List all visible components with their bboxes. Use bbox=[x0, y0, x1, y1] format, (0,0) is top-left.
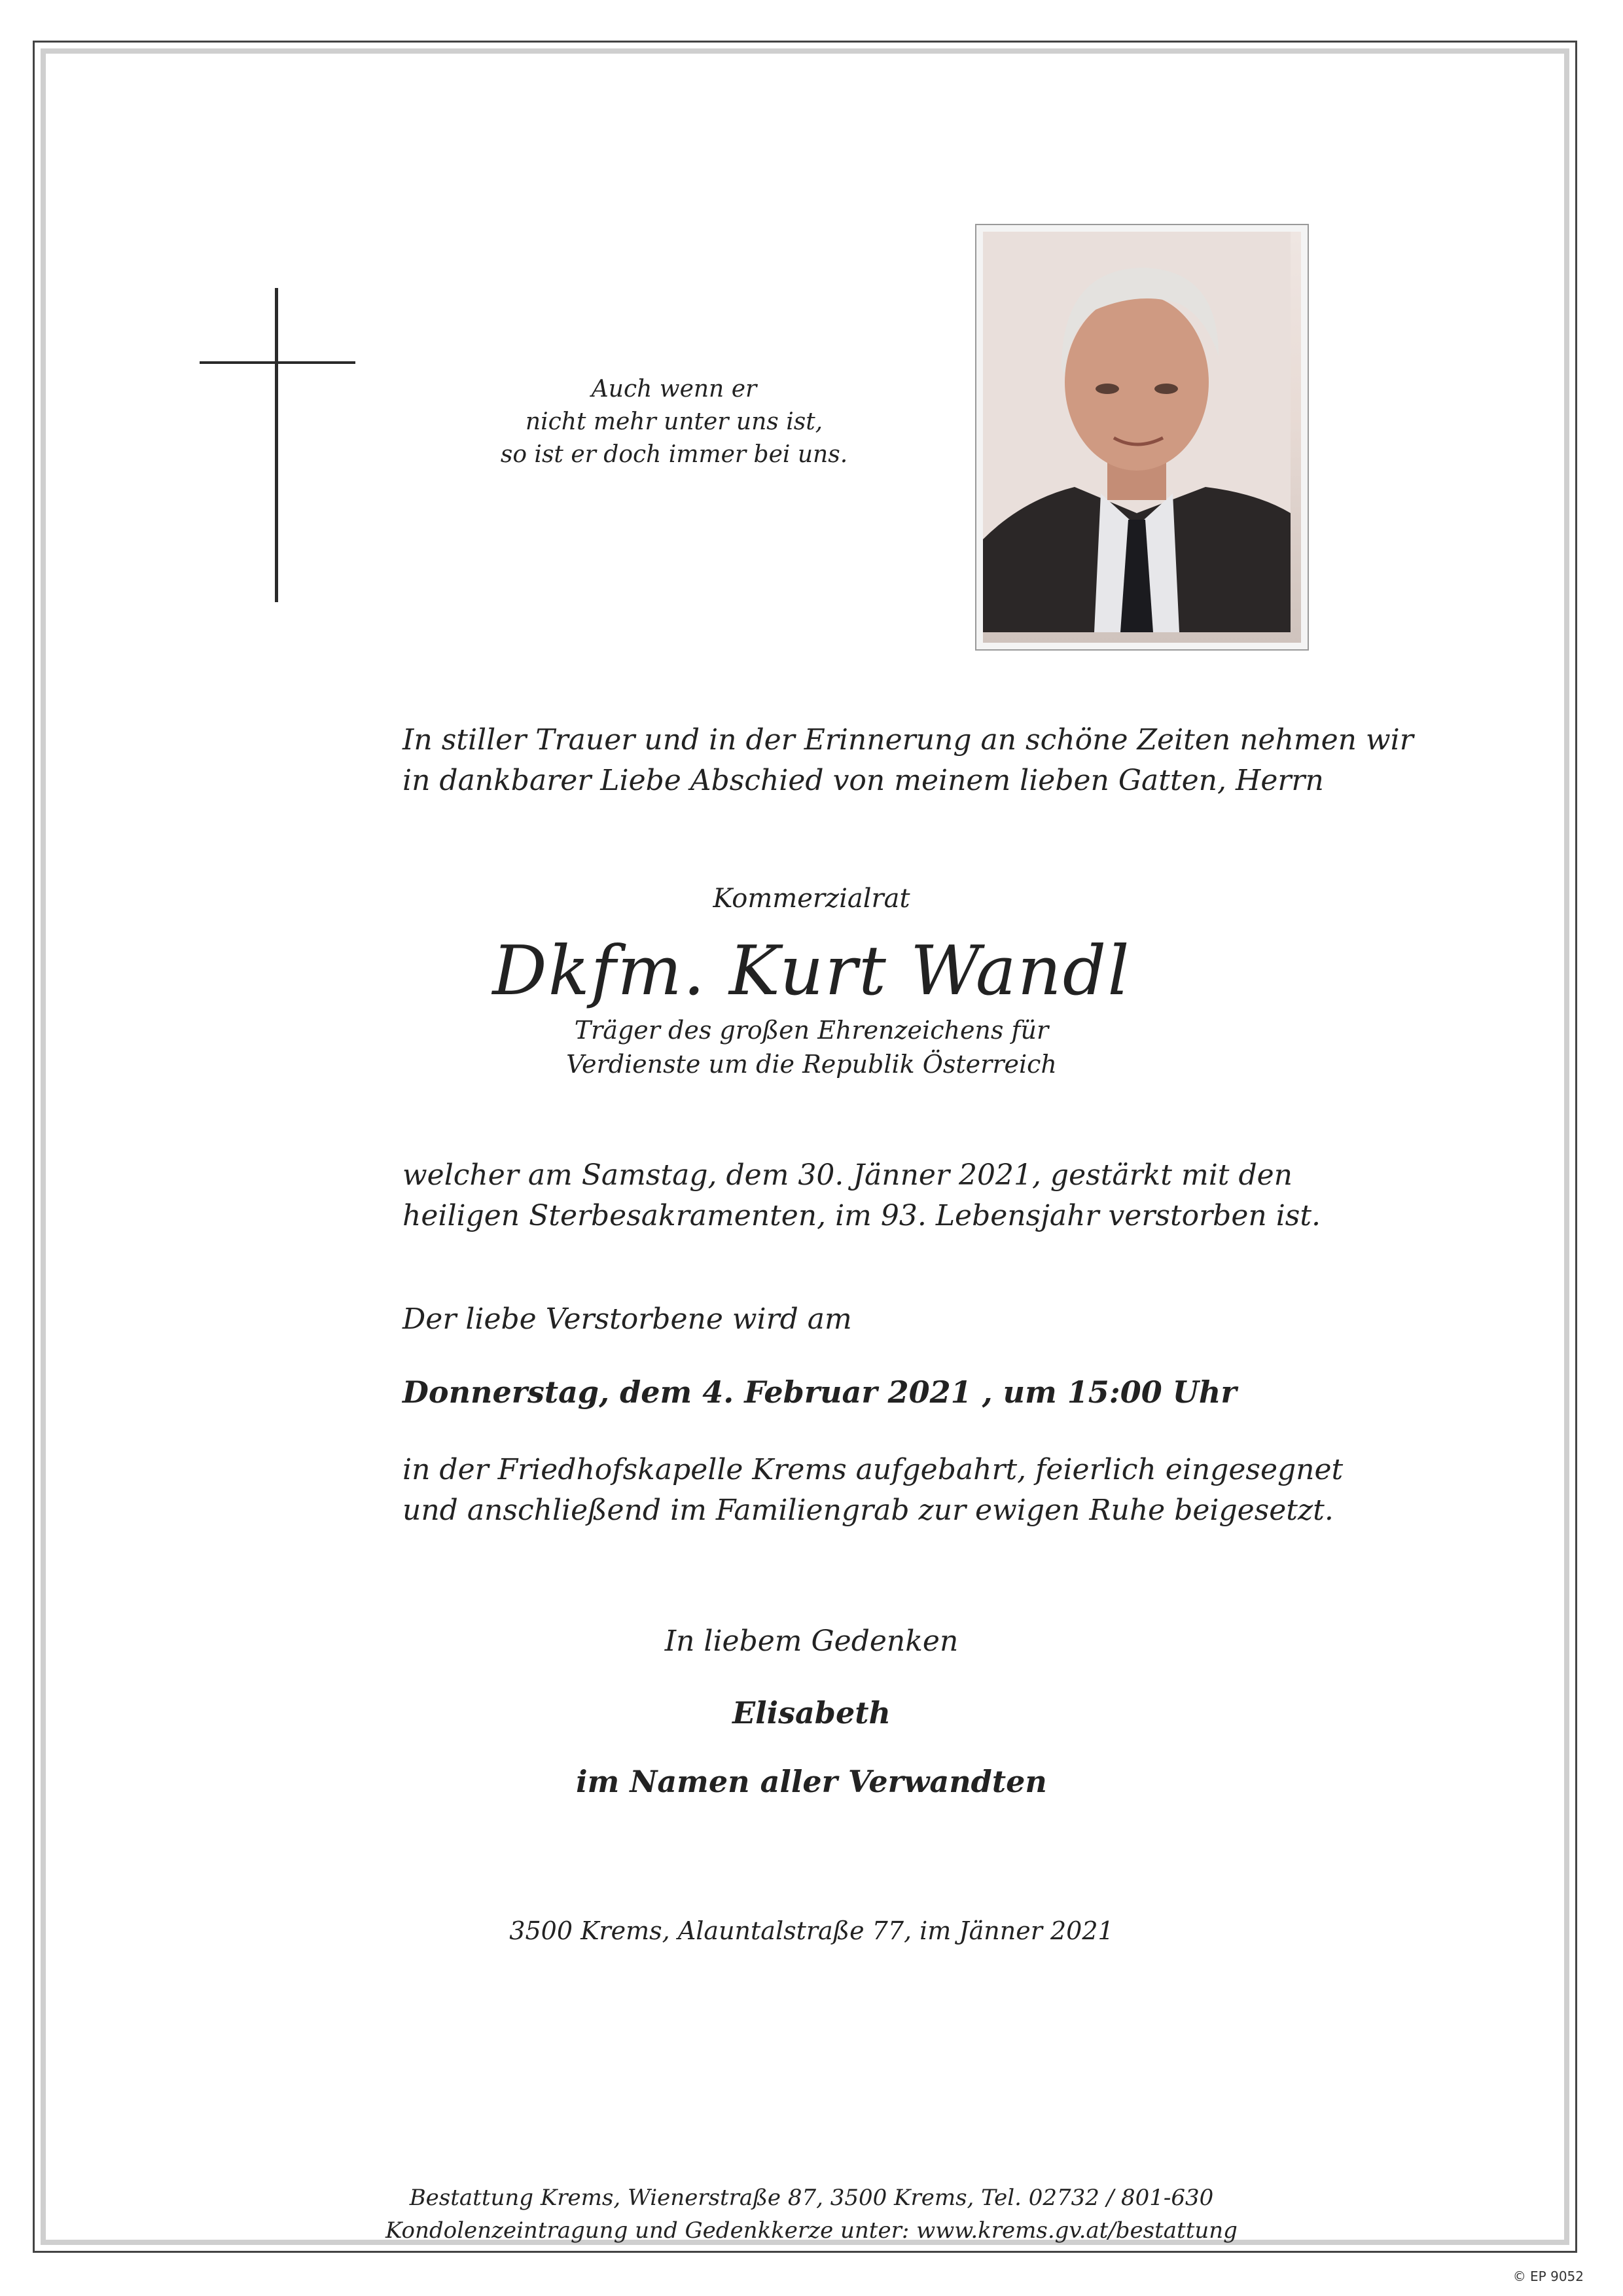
motto-line: nicht mehr unter uns ist, bbox=[525, 408, 823, 435]
ceremony-date: Donnerstag, dem 4. Februar 2021 , um 15:00 Uhr bbox=[402, 1374, 1237, 1410]
portrait-photo bbox=[975, 224, 1309, 651]
award-line: Verdienste um die Republik Österreich bbox=[566, 1050, 1057, 1079]
death-line: welcher am Samstag, dem 30. Jänner 2021, gestärkt mit den bbox=[402, 1158, 1293, 1192]
memory-line: In liebem Gedenken bbox=[664, 1624, 959, 1658]
intro-line: in dankbarer Liebe Abschied von meinem lieben Gatten, Herrn bbox=[402, 764, 1324, 797]
portrait-illustration bbox=[983, 232, 1291, 632]
signer-name: Elisabeth bbox=[732, 1695, 891, 1731]
award-line: Träger des großen Ehrenzeichens für bbox=[574, 1016, 1049, 1045]
relatives-line: im Namen aller Verwandten bbox=[576, 1764, 1047, 1799]
ceremony-text bbox=[402, 1450, 1344, 1531]
lead-in-text bbox=[402, 1299, 1312, 1340]
death-announcement bbox=[402, 1155, 1321, 1236]
honorific-title: Kommerzialrat bbox=[713, 884, 910, 914]
document-code: © EP 9052 bbox=[1512, 2269, 1584, 2284]
ceremony-line: in der Friedhofskapelle Krems aufgebahrt, feierlich eingesegnet bbox=[402, 1453, 1344, 1486]
cross-icon-bar bbox=[200, 361, 355, 364]
intro-line: In stiller Trauer und in der Erinnerung an schöne Zeiten nehmen wir bbox=[402, 723, 1414, 757]
portrait-image bbox=[983, 232, 1301, 643]
place-date: 3500 Krems, Alauntalstraße 77, im Jänner 2021 bbox=[509, 1916, 1114, 1945]
footer-website: Kondolenzeintragung und Gedenkkerze unter: www.krems.gv.at/bestattung bbox=[385, 2217, 1238, 2244]
motto-line: so ist er doch immer bei uns. bbox=[500, 441, 848, 468]
lead-in-line: Der liebe Verstorbene wird am bbox=[402, 1302, 852, 1336]
award-text bbox=[0, 1013, 1623, 1081]
intro-text bbox=[402, 720, 1414, 801]
motto bbox=[458, 373, 890, 471]
footer-address: Bestattung Krems, Wienerstraße 87, 3500 Krems, Tel. 02732 / 801-630 bbox=[409, 2185, 1214, 2211]
ceremony-line: und anschließend im Familiengrab zur ewigen Ruhe beigesetzt. bbox=[402, 1494, 1334, 1527]
deceased-name: Dkfm. Kurt Wandl bbox=[492, 931, 1131, 1011]
death-line: heiligen Sterbesakramenten, im 93. Lebensjahr verstorben ist. bbox=[402, 1199, 1321, 1232]
cross-icon bbox=[275, 288, 278, 602]
motto-line: Auch wenn er bbox=[591, 376, 757, 403]
